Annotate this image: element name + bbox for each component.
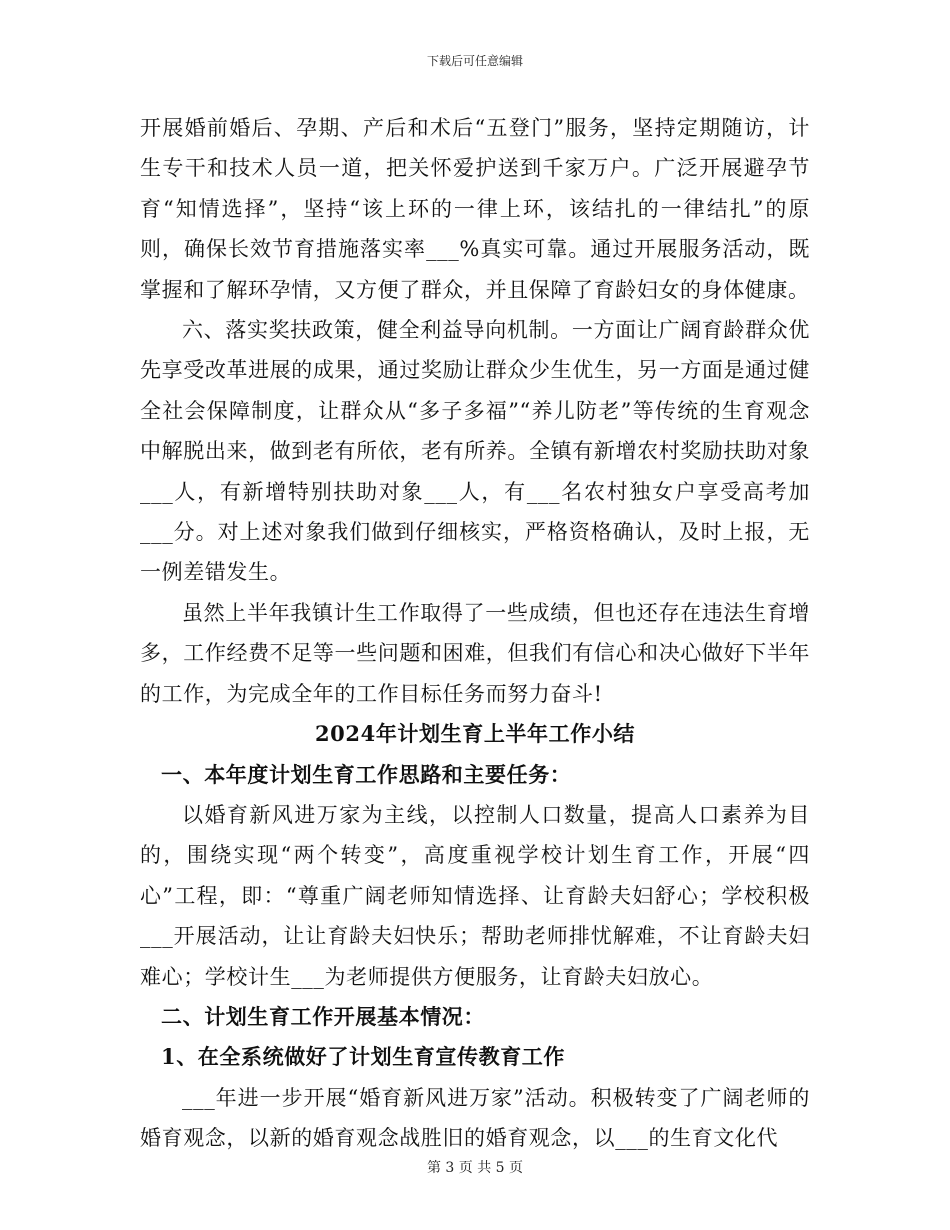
paragraph-section-one: 以婚育新风进万家为主线，以控制人口数量，提高人口素养为目的，围绕实现“两个转变”，高度重视学校计划生育工作，开展“四心”工程，即：“尊重广阔老师知情选择、让育龄夫妇舒心；学校积极___开展活动，让让育龄夫妇快乐；帮助老师排忧解难，不让育龄夫妇难心；学校计生___为老师提供方便服务，让育龄夫妇放心。: [140, 802, 810, 989]
document-body: [140, 108, 810, 1159]
page-footer: 第 3 页 共 5 页: [426, 1160, 524, 1176]
heading-section-two: 二、计划生育工作开展基本情况：: [161, 1003, 485, 1029]
page-header: 下载后可任意编辑: [426, 54, 523, 68]
paragraph-continued: 开展婚前婚后、孕期、产后和术后“五登门”服务，坚持定期随访，计生专干和技术人员一道，把关怀爱护送到千家万户。广泛开展避孕节育“知情选择”，坚持“该上环的一律上环，该结扎的一律结扎”的原则，确保长效节育措施落实率___%真实可靠。通过开展服务活动，既掌握和了解环孕情，又方便了群众，并且保障了育龄妇女的身体健康。: [140, 116, 810, 302]
paragraph-conclusion: 虽然上半年我镇计生工作取得了一些成绩，但也还存在违法生育增多，工作经费不足等一些问题和困难，但我们有信心和决心做好下半年的工作，为完成全年的工作目标任务而努力奋斗!: [140, 600, 810, 706]
paragraph-section-six: 六、落实奖扶政策，健全利益导向机制。一方面让广阔育龄群众优先享受改革进展的成果，通过奖励让群众少生优生，另一方面是通过健全社会保障制度，让群众从“多子多福”“养儿防老”等传统的生育观念中解脱出来，做到老有所依，老有所养。全镇有新增农村奖励扶助对象___人，有新增特别扶助对象___人，有___名农村独女户享受高考加___分。对上述对象我们做到仔细核实，严格资格确认，及时上报，无一例差错发生。: [140, 318, 810, 585]
subheading-item-one: 1、在全系统做好了计划生育宣传教育工作: [161, 1044, 566, 1070]
heading-section-one: 一、本年度计划生育工作思路和主要任务：: [161, 761, 572, 787]
paragraph-item-one: ___年进一步开展“婚育新风进万家”活动。积极转变了广阔老师的婚育观念，以新的婚育观念战胜旧的婚育观念，以___的生育文化代: [140, 1085, 810, 1151]
document-title: 2024年计划生育上半年工作小结: [314, 721, 636, 747]
